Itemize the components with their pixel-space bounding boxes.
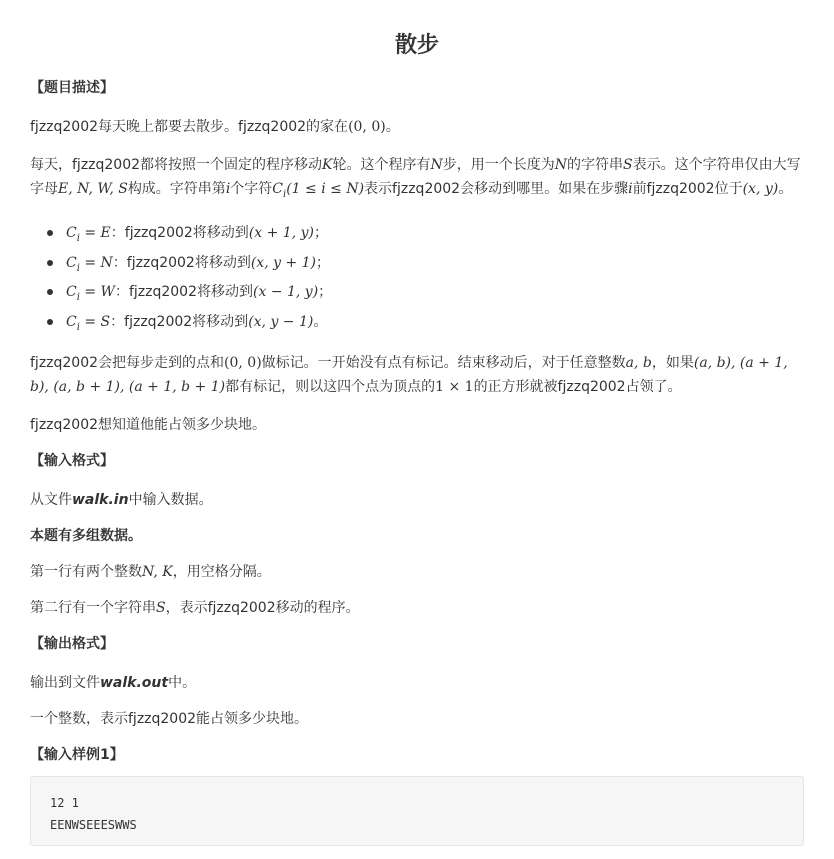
math-origin: (0, 0) (224, 354, 262, 371)
text: ； (316, 254, 331, 271)
text: 构成。字符串第 (127, 181, 226, 197)
math-letters: E, N, W, S (58, 181, 128, 197)
math-range: (1 ≤ i ≤ N) (286, 181, 365, 197)
math-S: S (156, 599, 166, 616)
section-heading-input: 【输入格式】 (30, 452, 114, 469)
text: 中。 (168, 674, 197, 691)
math-C: $C_i$ (66, 284, 80, 304)
math-N: N (430, 157, 443, 173)
text: 的字符串 (567, 157, 623, 173)
math-origin: (0, 0) (348, 119, 386, 135)
list-item (47, 310, 806, 340)
text: fjzzq2002每天晚上都要去散步。fjzzq2002的家在 (30, 119, 349, 135)
math-NK: N, K (142, 563, 173, 580)
move-text: ：fjzzq2002将移动到 (112, 254, 251, 271)
multi-test-note: 本题有多组数据。 (30, 527, 142, 544)
text: ，用空格分隔。 (172, 563, 271, 580)
sample-line-1: 12 1 (50, 796, 79, 810)
section-heading-output: 【输出格式】 (30, 635, 114, 652)
list-item (47, 251, 806, 281)
math-i: i (225, 181, 231, 197)
text: 第二行有一个字符串 (30, 599, 156, 616)
text: 个字符 (230, 181, 273, 197)
text: ，如果 (651, 354, 694, 371)
move-text: ：fjzzq2002将移动到 (110, 224, 249, 241)
sample-input-code-block (30, 776, 804, 846)
text: 做标记。一开始没有点有标记。结束移动后，对于任意整数 (261, 354, 626, 371)
move-text: ：fjzzq2002将移动到 (110, 314, 249, 331)
math-size: 1 × 1 (435, 378, 474, 395)
text: 。 (778, 181, 793, 197)
input-line-2 (30, 596, 806, 620)
move-target: (x − 1, y) (252, 284, 319, 301)
move-condition: = S (84, 314, 111, 331)
sample-line-2: EENWSEEESWWS (50, 818, 137, 832)
text: 表示fjzzq2002会移动到哪里。如果在步骤 (364, 181, 629, 197)
move-condition: = E (84, 224, 111, 241)
move-target: (x, y + 1) (250, 254, 317, 271)
math-K: K (322, 157, 333, 173)
list-item (47, 221, 806, 251)
move-condition: = W (84, 284, 115, 301)
input-filename: walk.in (72, 491, 129, 508)
input-line-1 (30, 560, 806, 584)
text: 。 (385, 119, 400, 135)
output-filename: walk.out (100, 674, 169, 691)
bullet-icon (47, 230, 53, 236)
math-S: S (623, 157, 633, 173)
section-heading-sample-input: 【输入样例1】 (30, 746, 124, 763)
math-C: $C_i$ (66, 254, 80, 274)
bullet-icon (47, 289, 53, 295)
text: 输出到文件 (30, 674, 100, 691)
move-target: (x + 1, y) (248, 224, 314, 241)
text: 前fjzzq2002位于 (632, 181, 743, 197)
text: fjzzq2002会把每步走到的点和 (30, 354, 225, 371)
text: 中输入数据。 (128, 491, 213, 508)
text: ，表示fjzzq2002移动的程序。 (165, 599, 360, 616)
math-C: $C_i$ (66, 314, 80, 333)
text: 每天，fjzzq2002都将按照一个固定的程序移动 (30, 157, 323, 173)
page-title: 散步 (394, 33, 439, 58)
description-paragraph-1 (30, 115, 806, 139)
question-paragraph: fjzzq2002想知道他能占领多少块地。 (30, 416, 267, 433)
section-heading-description: 【题目描述】 (30, 80, 114, 96)
text: 轮。这个程序有 (332, 157, 431, 173)
marking-paragraph (30, 351, 806, 399)
input-file-line (30, 488, 806, 512)
text: 从文件 (30, 491, 72, 508)
text: ； (318, 284, 333, 301)
math-N: N (554, 157, 567, 173)
list-item (47, 280, 806, 310)
bullet-icon (47, 260, 53, 266)
math-subscript-i: i (283, 188, 287, 200)
move-condition: = N (84, 254, 113, 271)
move-text: ：fjzzq2002将移动到 (114, 284, 253, 301)
text: 的正方形就被fjzzq2002占领了。 (473, 378, 682, 395)
math-xy: (x, y) (742, 181, 779, 197)
description-paragraph-2 (30, 153, 806, 207)
move-target: (x, y − 1) (248, 314, 314, 331)
math-C: C (272, 181, 284, 197)
text: 步，用一个长度为 (442, 157, 555, 173)
math-ab: a, b (625, 354, 652, 371)
problem-content (30, 78, 806, 782)
math-C: $C_i$ (66, 224, 80, 244)
output-file-line (30, 671, 806, 695)
text: 第一行有两个整数 (30, 563, 142, 580)
text: 都有标记，则以这四个点为顶点的 (225, 378, 436, 395)
text: 表示。这个字符串仅由大写字母 (30, 157, 801, 197)
math-i: i (628, 181, 633, 197)
math-points: (a, b), (a + 1, b), (a, b + 1), (a + 1, b + 1) (30, 354, 788, 395)
text: 。 (313, 314, 328, 331)
text: ； (313, 224, 328, 241)
bullet-icon (47, 319, 53, 325)
output-description: 一个整数，表示fjzzq2002能占领多少块地。 (30, 710, 309, 727)
move-rules-list (30, 221, 806, 340)
